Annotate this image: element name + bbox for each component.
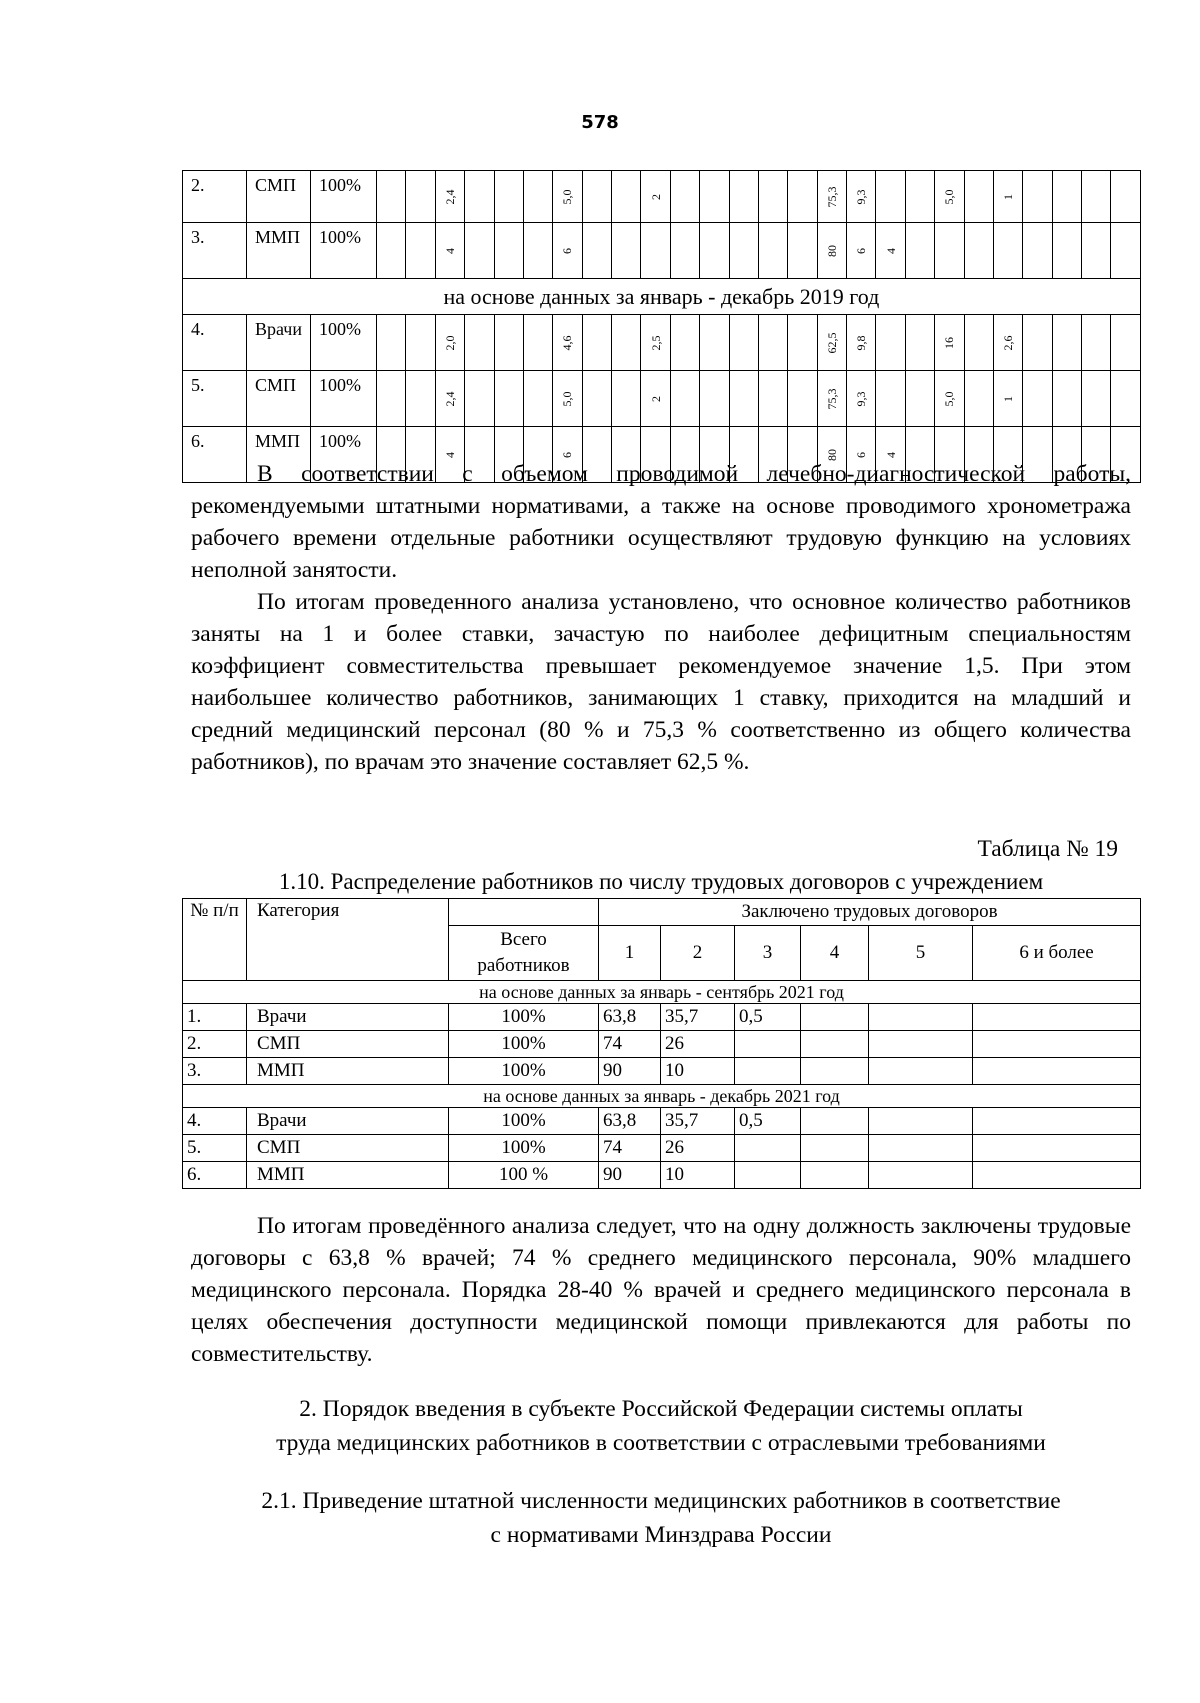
cell-percent: 100% [311,427,377,483]
cell-value [876,315,905,371]
paragraph-part-time-text: В соответствии с объемом проводимой лечебно-диагностической работы, рекомендуемыми штатными нормативами, а также на основе проводимого хронометража рабочего времени отдельные работники осуществляют трудовую функцию на условиях неполной занятости. [191,461,1131,583]
cell-value [670,171,699,223]
period-row: на основе данных за январь - декабрь 2021 год [183,1085,1141,1108]
cell-value [788,223,817,279]
cell-value [847,371,876,427]
cell-value-text: 2,6 [1001,335,1016,350]
cell-value-text: 4 [442,247,457,254]
cell-num: 5. [183,371,247,427]
header-contracts-group: Заключено трудовых договоров [599,899,1141,926]
cell-c3: 0,5 [735,1004,801,1031]
cell-value [406,223,435,279]
cell-value [641,171,670,223]
cell-category: Врачи [247,1108,449,1135]
cell-num: 2. [183,171,247,223]
cell-value [1052,171,1081,223]
cell-value [729,223,758,279]
cell-value [1111,171,1140,223]
cell-value [758,371,787,427]
cell-value-text: 6 [854,247,869,254]
table-row [183,1031,1141,1058]
cell-value [1052,315,1081,371]
cell-num: 4. [183,1108,247,1135]
cell-value [377,171,406,223]
cell-c6 [973,1135,1141,1162]
cell-value [935,171,964,223]
cell-value [905,223,934,279]
cell-category: Врачи [247,1004,449,1031]
cell-c5 [869,1031,973,1058]
cell-value [377,223,406,279]
cell-value [1111,315,1140,371]
table-19-label: Таблица № 19 [977,836,1118,862]
cell-c1: 74 [599,1135,661,1162]
cell-value [435,315,464,371]
cell-value [523,223,552,279]
table-row [183,315,1141,371]
table-row [183,223,1141,279]
cell-num: 3. [183,223,247,279]
table-row [183,1135,1141,1162]
cell-value [817,223,846,279]
cell-c1: 74 [599,1031,661,1058]
cell-value [523,371,552,427]
cell-category: СМП [247,1135,449,1162]
cell-value [435,223,464,279]
cell-value-text: 9,8 [854,335,869,350]
cell-value-text: 2,0 [442,335,457,350]
cell-num: 2. [183,1031,247,1058]
cell-value-text: 9,3 [854,189,869,204]
table-row [183,1162,1141,1189]
cell-value [964,315,993,371]
cell-c3: 0,5 [735,1108,801,1135]
cell-category: ММП [247,427,311,483]
cell-value-text: 6 [560,451,575,458]
cell-total: 100% [449,1031,599,1058]
table-row [183,371,1141,427]
cell-num: 6. [183,1162,247,1189]
cell-value [406,371,435,427]
cell-value [670,371,699,427]
cell-value-text: 2 [648,193,663,200]
cell-value [494,223,523,279]
cell-c1: 63,8 [599,1108,661,1135]
cell-value [377,315,406,371]
cell-value-text: 5,0 [560,189,575,204]
cell-value [847,171,876,223]
cell-value-text: 1 [1001,193,1016,200]
staffing-rate-table [182,170,1141,483]
cell-value [964,371,993,427]
cell-value [758,223,787,279]
cell-num: 5. [183,1135,247,1162]
cell-percent: 100% [311,315,377,371]
cell-c3 [735,1031,801,1058]
section-heading-2-1-line-1: 2.1. Приведение штатной численности медицинских работников в соответствие [261,1488,1061,1514]
table-row [183,171,1141,223]
cell-c6 [973,1031,1141,1058]
table-19-title: 1.10. Распределение работников по числу трудовых договоров с учреждением [278,869,1044,894]
cell-value-text: 80 [824,448,839,461]
cell-category: ММП [247,1058,449,1085]
cell-value [494,315,523,371]
cell-value [1052,223,1081,279]
header-category: Категория [247,899,449,981]
cell-value [612,371,641,427]
cell-value-text: 9,3 [854,391,869,406]
cell-value [1082,371,1111,427]
cell-c3 [735,1162,801,1189]
cell-value [1111,371,1140,427]
cell-total: 100% [449,1058,599,1085]
cell-value [817,371,846,427]
cell-value [905,315,934,371]
cell-category: ММП [247,223,311,279]
cell-c1: 90 [599,1058,661,1085]
cell-total: 100% [449,1108,599,1135]
cell-value-text: 6 [854,451,869,458]
paragraph-part-time [191,458,1131,586]
header-col-1: 1 [599,926,661,981]
cell-value [523,315,552,371]
cell-value-text: 80 [824,244,839,257]
cell-num: 4. [183,315,247,371]
cell-value [1082,223,1111,279]
cell-value [435,371,464,427]
cell-value [964,223,993,279]
cell-value-text: 5,0 [560,391,575,406]
cell-value-text: 4 [883,247,898,254]
cell-value [523,171,552,223]
cell-c6 [973,1058,1141,1085]
cell-c4 [801,1058,869,1085]
cell-value [435,171,464,223]
table-row [183,1058,1141,1085]
cell-value [406,171,435,223]
cell-category: Врачи [247,315,311,371]
cell-value [377,371,406,427]
cell-value [788,171,817,223]
cell-value [758,315,787,371]
cell-value [964,171,993,223]
cell-value [788,371,817,427]
cell-num: 1. [183,1004,247,1031]
cell-c2: 35,7 [661,1004,735,1031]
cell-c6 [973,1108,1141,1135]
section-heading-2-1-line-2: с нормативами Минздрава России [490,1522,832,1548]
cell-value [582,223,611,279]
cell-value [553,171,582,223]
cell-c5 [869,1058,973,1085]
cell-value [494,371,523,427]
cell-c4 [801,1004,869,1031]
cell-value [582,171,611,223]
cell-category: СМП [247,171,311,223]
cell-value [1023,223,1052,279]
cell-value-text: 2,4 [442,391,457,406]
cell-c4 [801,1031,869,1058]
paragraph-analysis-text: По итогам проведенного анализа установлено, что основное количество работников заняты на 1 и более ставки, зачастую по наиболее дефицитным специальностям коэффициент совместительства превышает рекомендуемое значение 1,5. При этом наибольшее количество работников, занимающих 1 ставку, приходится на младший и средний медицинский персонал (80 % и 75,3 % соответственно из общего количества работников), по врачам это значение составляет 62,5 %. [191,589,1131,775]
cell-value-text: 2,4 [442,189,457,204]
table-row [183,1004,1141,1031]
cell-num: 3. [183,1058,247,1085]
cell-c3 [735,1135,801,1162]
cell-value [1111,223,1140,279]
cell-category: ММП [247,1162,449,1189]
cell-percent: 100% [311,371,377,427]
paragraph-conclusion-text: По итогам проведённого анализа следует, что на одну должность заключены трудовые договоры с 63,8 % врачей; 74 % среднего медицинского персонала, 90% младшего медицинского персонала. Порядка 28-40 % врачей и среднего медицинского персонала в целях обеспечения доступности медицинской помощи привлекаются для работы по совместительству. [191,1213,1131,1367]
cell-percent: 100% [311,223,377,279]
cell-value [993,371,1022,427]
cell-c6 [973,1162,1141,1189]
cell-value [847,315,876,371]
table-row [183,1108,1141,1135]
cell-value [553,315,582,371]
cell-value [729,371,758,427]
cell-value [729,171,758,223]
period-row: на основе данных за январь - декабрь 2019 год [183,279,1141,315]
cell-value [553,371,582,427]
cell-value [788,315,817,371]
cell-value [670,223,699,279]
cell-value [641,371,670,427]
cell-total: 100 % [449,1162,599,1189]
cell-category: СМП [247,1031,449,1058]
contracts-table [182,898,1141,1189]
cell-category: СМП [247,371,311,427]
paragraph-analysis [191,586,1131,778]
cell-c4 [801,1162,869,1189]
cell-value [700,315,729,371]
cell-value [993,171,1022,223]
cell-value [729,315,758,371]
cell-c4 [801,1108,869,1135]
section-heading-2 [182,1392,1140,1460]
cell-value [1023,171,1052,223]
cell-c2: 10 [661,1162,735,1189]
cell-value [700,371,729,427]
cell-value-text: 5,0 [942,189,957,204]
cell-c6 [973,1004,1141,1031]
header-col-5: 5 [869,926,973,981]
cell-value-text: 4 [442,451,457,458]
cell-value [465,223,494,279]
cell-value [1082,171,1111,223]
cell-value [582,371,611,427]
cell-num: 6. [183,427,247,483]
cell-value-text: 2,5 [648,335,663,350]
cell-c2: 10 [661,1058,735,1085]
cell-c3 [735,1058,801,1085]
cell-value [993,315,1022,371]
cell-value [876,171,905,223]
cell-c5 [869,1004,973,1031]
cell-value [905,171,934,223]
cell-c1: 90 [599,1162,661,1189]
cell-c2: 26 [661,1031,735,1058]
cell-c5 [869,1162,973,1189]
cell-value [494,171,523,223]
cell-value [670,315,699,371]
cell-value [817,171,846,223]
cell-value [612,223,641,279]
cell-value [700,223,729,279]
section-heading-2-line-1: 2. Порядок введения в субъекте Российской Федерации системы оплаты [299,1396,1023,1422]
header-col-6: 6 и более [973,926,1141,981]
cell-value [993,223,1022,279]
cell-value-text: 2 [648,395,663,402]
section-heading-2-1 [182,1484,1140,1552]
cell-c5 [869,1108,973,1135]
cell-c2: 35,7 [661,1108,735,1135]
cell-value [465,171,494,223]
cell-c2: 26 [661,1135,735,1162]
cell-value [876,371,905,427]
cell-value [465,371,494,427]
cell-value-text: 75,3 [824,186,839,207]
cell-value [758,171,787,223]
header-col-2: 2 [661,926,735,981]
cell-value [612,171,641,223]
header-total: Всего работников [449,926,599,981]
cell-value-text: 16 [942,336,957,349]
cell-total: 100% [449,1135,599,1162]
header-blank [449,899,599,926]
cell-value [935,315,964,371]
cell-value [641,315,670,371]
cell-value [1023,371,1052,427]
cell-value [847,223,876,279]
cell-value-text: 1 [1001,395,1016,402]
header-col-4: 4 [801,926,869,981]
cell-c4 [801,1135,869,1162]
cell-value [465,315,494,371]
cell-value [612,315,641,371]
cell-value [700,171,729,223]
paragraph-conclusion [191,1210,1131,1370]
header-col-3: 3 [735,926,801,981]
cell-value [406,315,435,371]
cell-value-text: 4,6 [560,335,575,350]
cell-total: 100% [449,1004,599,1031]
cell-value [905,371,934,427]
cell-percent: 100% [311,171,377,223]
cell-value [935,223,964,279]
cell-c5 [869,1135,973,1162]
period-row: на основе данных за январь - сентябрь 2021 год [183,981,1141,1004]
cell-value [553,223,582,279]
cell-value-text: 75,3 [824,388,839,409]
cell-value-text: 5,0 [942,391,957,406]
cell-value [1023,315,1052,371]
cell-c1: 63,8 [599,1004,661,1031]
cell-value [817,315,846,371]
cell-value-text: 6 [560,247,575,254]
cell-value [1052,371,1081,427]
cell-value-text: 4 [883,451,898,458]
cell-value [582,315,611,371]
page-number: 578 [581,112,619,133]
section-heading-2-line-2: труда медицинских работников в соответствии с отраслевыми требованиями [276,1430,1046,1456]
cell-value [1082,315,1111,371]
cell-value [641,223,670,279]
cell-value [876,223,905,279]
cell-value-text: 62,5 [824,332,839,353]
header-number: № п/п [183,899,247,981]
cell-value [935,371,964,427]
